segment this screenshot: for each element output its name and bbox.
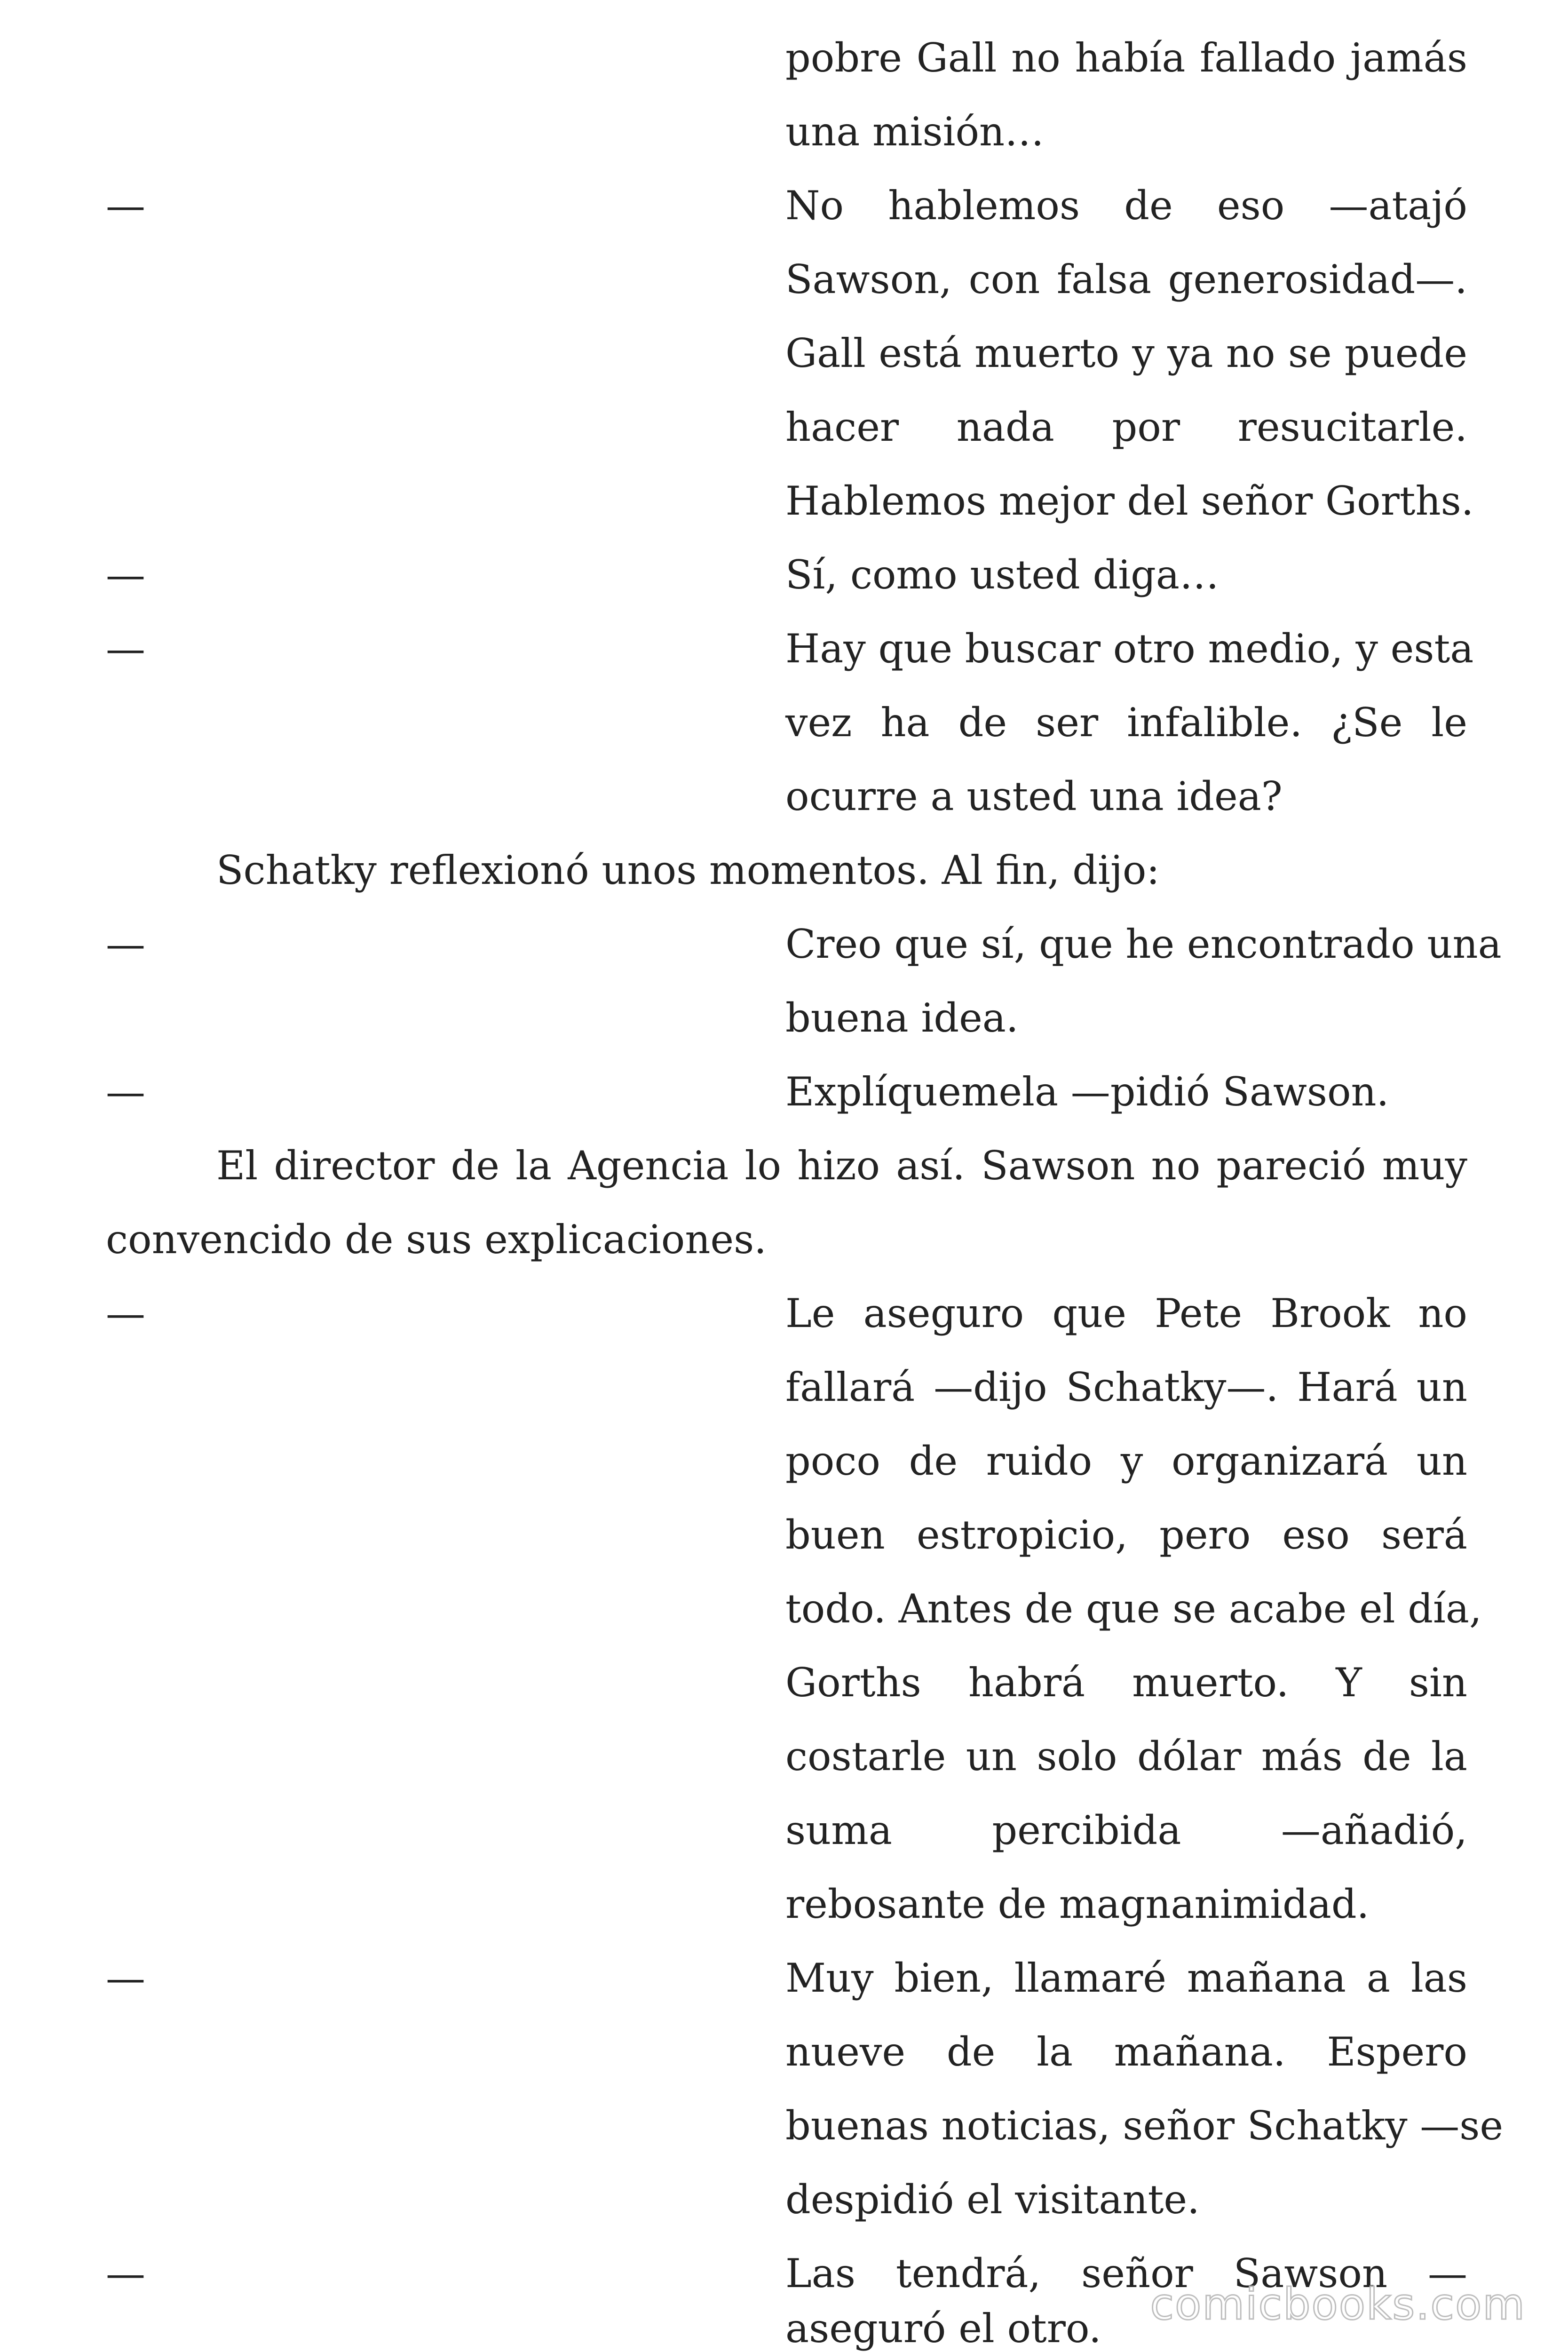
text-line: rebosante de magnanimidad. [785, 1881, 1370, 1927]
text-line: Le aseguro que Pete Brook no [785, 1290, 1467, 1336]
text-line: una misión… [785, 109, 1045, 155]
narrative-line: Schatky reflexionó unos momentos. Al fin, dijo: [216, 847, 1160, 893]
text-line: aseguró el otro. [785, 2305, 1101, 2352]
dialogue-dash: — [106, 1290, 145, 1336]
text-line: costarle un solo dólar más de la [785, 1733, 1467, 1780]
text-line: vez ha de ser infalible. ¿Se le [785, 699, 1467, 746]
dialogue-dash: — [106, 1955, 145, 2001]
text-line: Sí, como usted diga… [785, 552, 1219, 598]
text-line: Hay que buscar otro medio, y esta [785, 626, 1474, 672]
watermark-text: comicbooks.com [1150, 2279, 1526, 2329]
text-line: Sawson, con falsa generosidad—. [785, 256, 1467, 302]
text-line: nueve de la mañana. Espero [785, 2029, 1467, 2075]
dialogue-dash: — [106, 921, 145, 967]
dialogue-dash: — [106, 183, 145, 229]
text-line: Muy bien, llamaré mañana a las [785, 1955, 1467, 2001]
narrative-line: El director de la Agencia lo hizo así. Sawson no pareció muy [216, 1143, 1467, 1189]
text-line: Explíquemela —pidió Sawson. [785, 1069, 1389, 1115]
narrative-line: convencido de sus explicaciones. [106, 1216, 767, 1263]
text-line: buena idea. [785, 995, 1019, 1041]
text-line: No hablemos de eso —atajó [785, 183, 1467, 229]
text-line: suma percibida —añadió, [785, 1807, 1467, 1853]
text-line: todo. Antes de que se acabe el día, [785, 1586, 1482, 1632]
text-line: Gorths habrá muerto. Y sin [785, 1660, 1467, 1706]
text-line: hacer nada por resucitarle. [785, 404, 1467, 450]
text-line: ocurre a usted una idea? [785, 773, 1283, 819]
dialogue-dash: — [106, 552, 145, 598]
text-line: Hablemos mejor del señor Gorths. [785, 478, 1474, 524]
text-line: pobre Gall no había fallado jamás [785, 35, 1467, 81]
dialogue-dash: — [106, 626, 145, 672]
dialogue-dash: — [106, 2250, 145, 2296]
text-line: poco de ruido y organizará un [785, 1438, 1467, 1484]
text-line: buen estropicio, pero eso será [785, 1512, 1467, 1558]
text-line: Gall está muerto y ya no se puede [785, 330, 1467, 376]
text-line: buenas noticias, señor Schatky —se [785, 2103, 1504, 2149]
text-line: despidió el visitante. [785, 2177, 1200, 2223]
dialogue-dash: — [106, 1069, 145, 1115]
text-line: fallará —dijo Schatky—. Hará un [785, 1364, 1467, 1410]
text-line: Creo que sí, que he encontrado una [785, 921, 1502, 967]
text-line: Las tendrá, señor Sawson — [785, 2250, 1467, 2296]
